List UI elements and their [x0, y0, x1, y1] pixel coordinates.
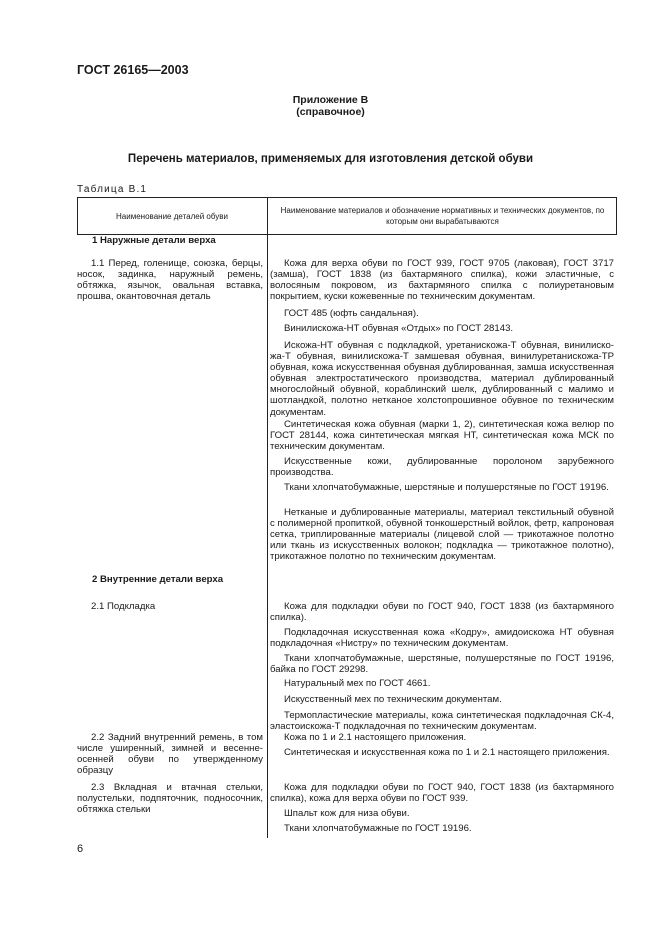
material-1-1-h: Нетканые и дублированные материалы, материал текстильный обувной с полимерной пропиткой, обувной тонкошерстный войлок, фетр, капроновая сетка, триплированные материалы (лицевой слой — трикотажное полотно или ткань из искусственных волокон; подкладка — трикотажное полотно), трикотажное полотно по техническим документам.	[270, 507, 614, 563]
material-1-1-b: ГОСТ 485 (юфть сандальная).	[284, 308, 419, 319]
appendix-title: Приложение В	[292, 94, 369, 106]
section-heading-outer-parts: 1 Наружные детали верха	[92, 235, 216, 246]
material-2-1-b: Подкладочная искусственная кожа «Кодру», амидоискожа НТ обувная подкладочная «Нистру» по техническим документам.	[270, 627, 614, 650]
row-label-1-1: 1.1 Перед, голенище, союзка, берцы, носок, задинка, наружный ремень, обтяжка, язычок, овальная вставка, прошва, окантовочная деталь	[77, 258, 263, 303]
material-2-3-b: Шпальт кож для низа обуви.	[284, 808, 410, 819]
material-2-3-c: Ткани хлопчатобумажные по ГОСТ 19196.	[284, 823, 472, 834]
material-2-1-e: Искусственный мех по техническим документам.	[284, 694, 502, 705]
material-2-1-a: Кожа для подкладки обуви по ГОСТ 940, ГОСТ 1838 (из бахтармяного спилка).	[270, 601, 614, 624]
material-1-1-e: Синтетическая кожа обувная (марки 1, 2), синтетическая кожа велюр по ГОСТ 28144, кожа синтетическая мягкая НТ, синтетическая кожа МСК по техническим документам.	[270, 419, 614, 453]
material-1-1-d: Искожа-НТ обувная с подкладкой, уретанискожа-Т обувная, винилискожа-Т обувная, винилискожа-Т замшевая обувная, винилуретанискожа-ТР обувная, кожа искусственная обувная дублированная, замша искусственная обувная электростатического производства, материал дублированный многослойный обувной, кораблинский шелк, дублированный с малимо и шотландкой, полотно нетканое холстопрошивное обувное по техническим документам.	[270, 340, 614, 418]
materials-table	[77, 197, 617, 838]
row-label-2-3: 2.3 Вкладная и втачная стельки, полустельки, подпяточник, подносочник, обтяжка стельки	[77, 782, 263, 816]
material-1-1-g: Ткани хлопчатобумажные, шерстяные и полушерстяные по ГОСТ 19196.	[284, 482, 609, 493]
material-2-1-c: Ткани хлопчатобумажные, шерстяные, полушерстяные по ГОСТ 19196, байка по ГОСТ 29298.	[270, 653, 614, 676]
column-divider	[267, 197, 268, 838]
material-1-1-c: Винилискожа-НТ обувная «Отдых» по ГОСТ 28143.	[284, 323, 514, 334]
material-1-1-a: Кожа для верха обуви по ГОСТ 939, ГОСТ 9705 (лаковая), ГОСТ 3717 (замша), ГОСТ 1838 (из бахтармяного спилка), кожи эластичные, с волосяным покровом, из бахтармяного спилка с полиуретановым покрытием, куски кожевенные по техническим документам.	[270, 258, 614, 303]
material-1-1-f: Искусственные кожи, дублированные поролоном зарубежного производства.	[270, 456, 614, 479]
column-header-materials: Наименование материалов и обозначение нормативных и технических документов, по которым они вырабатываются	[280, 206, 605, 226]
material-2-2-b: Синтетическая и искусственная кожа по 1 и 2.1 настоящего приложения.	[284, 747, 610, 758]
material-2-1-f: Термопластические материалы, кожа синтетическая подкладочная СК-4, эластоискожа-Т подкладочная по техническим документам.	[270, 710, 614, 733]
appendix-heading	[0, 94, 661, 118]
column-header-parts: Наименование деталей обуви	[116, 211, 228, 221]
page-title: Перечень материалов, применяемых для изготовления детской обуви	[127, 153, 534, 165]
appendix-subtitle: (справочное)	[296, 106, 365, 118]
row-label-2-2: 2.2 Задний внутренний ремень, в том числе уширенный, зимней и весенне-осенней обуви по утвержденному образцу	[77, 732, 263, 777]
document-code: ГОСТ 26165—2003	[77, 63, 189, 77]
material-2-1-d: Натуральный мех по ГОСТ 4661.	[284, 678, 431, 689]
material-2-3-a: Кожа для подкладки обуви по ГОСТ 940, ГОСТ 1838 (из бахтармяного спилка), кожа для верха обуви по ГОСТ 939.	[270, 782, 614, 805]
table-label: Таблица В.1	[77, 184, 148, 195]
section-heading-inner-parts: 2 Внутренние детали верха	[92, 574, 224, 585]
material-2-2-a: Кожа по 1 и 2.1 настоящего приложения.	[284, 732, 467, 743]
page-number: 6	[77, 843, 84, 855]
row-label-2-1: 2.1 Подкладка	[91, 601, 156, 612]
